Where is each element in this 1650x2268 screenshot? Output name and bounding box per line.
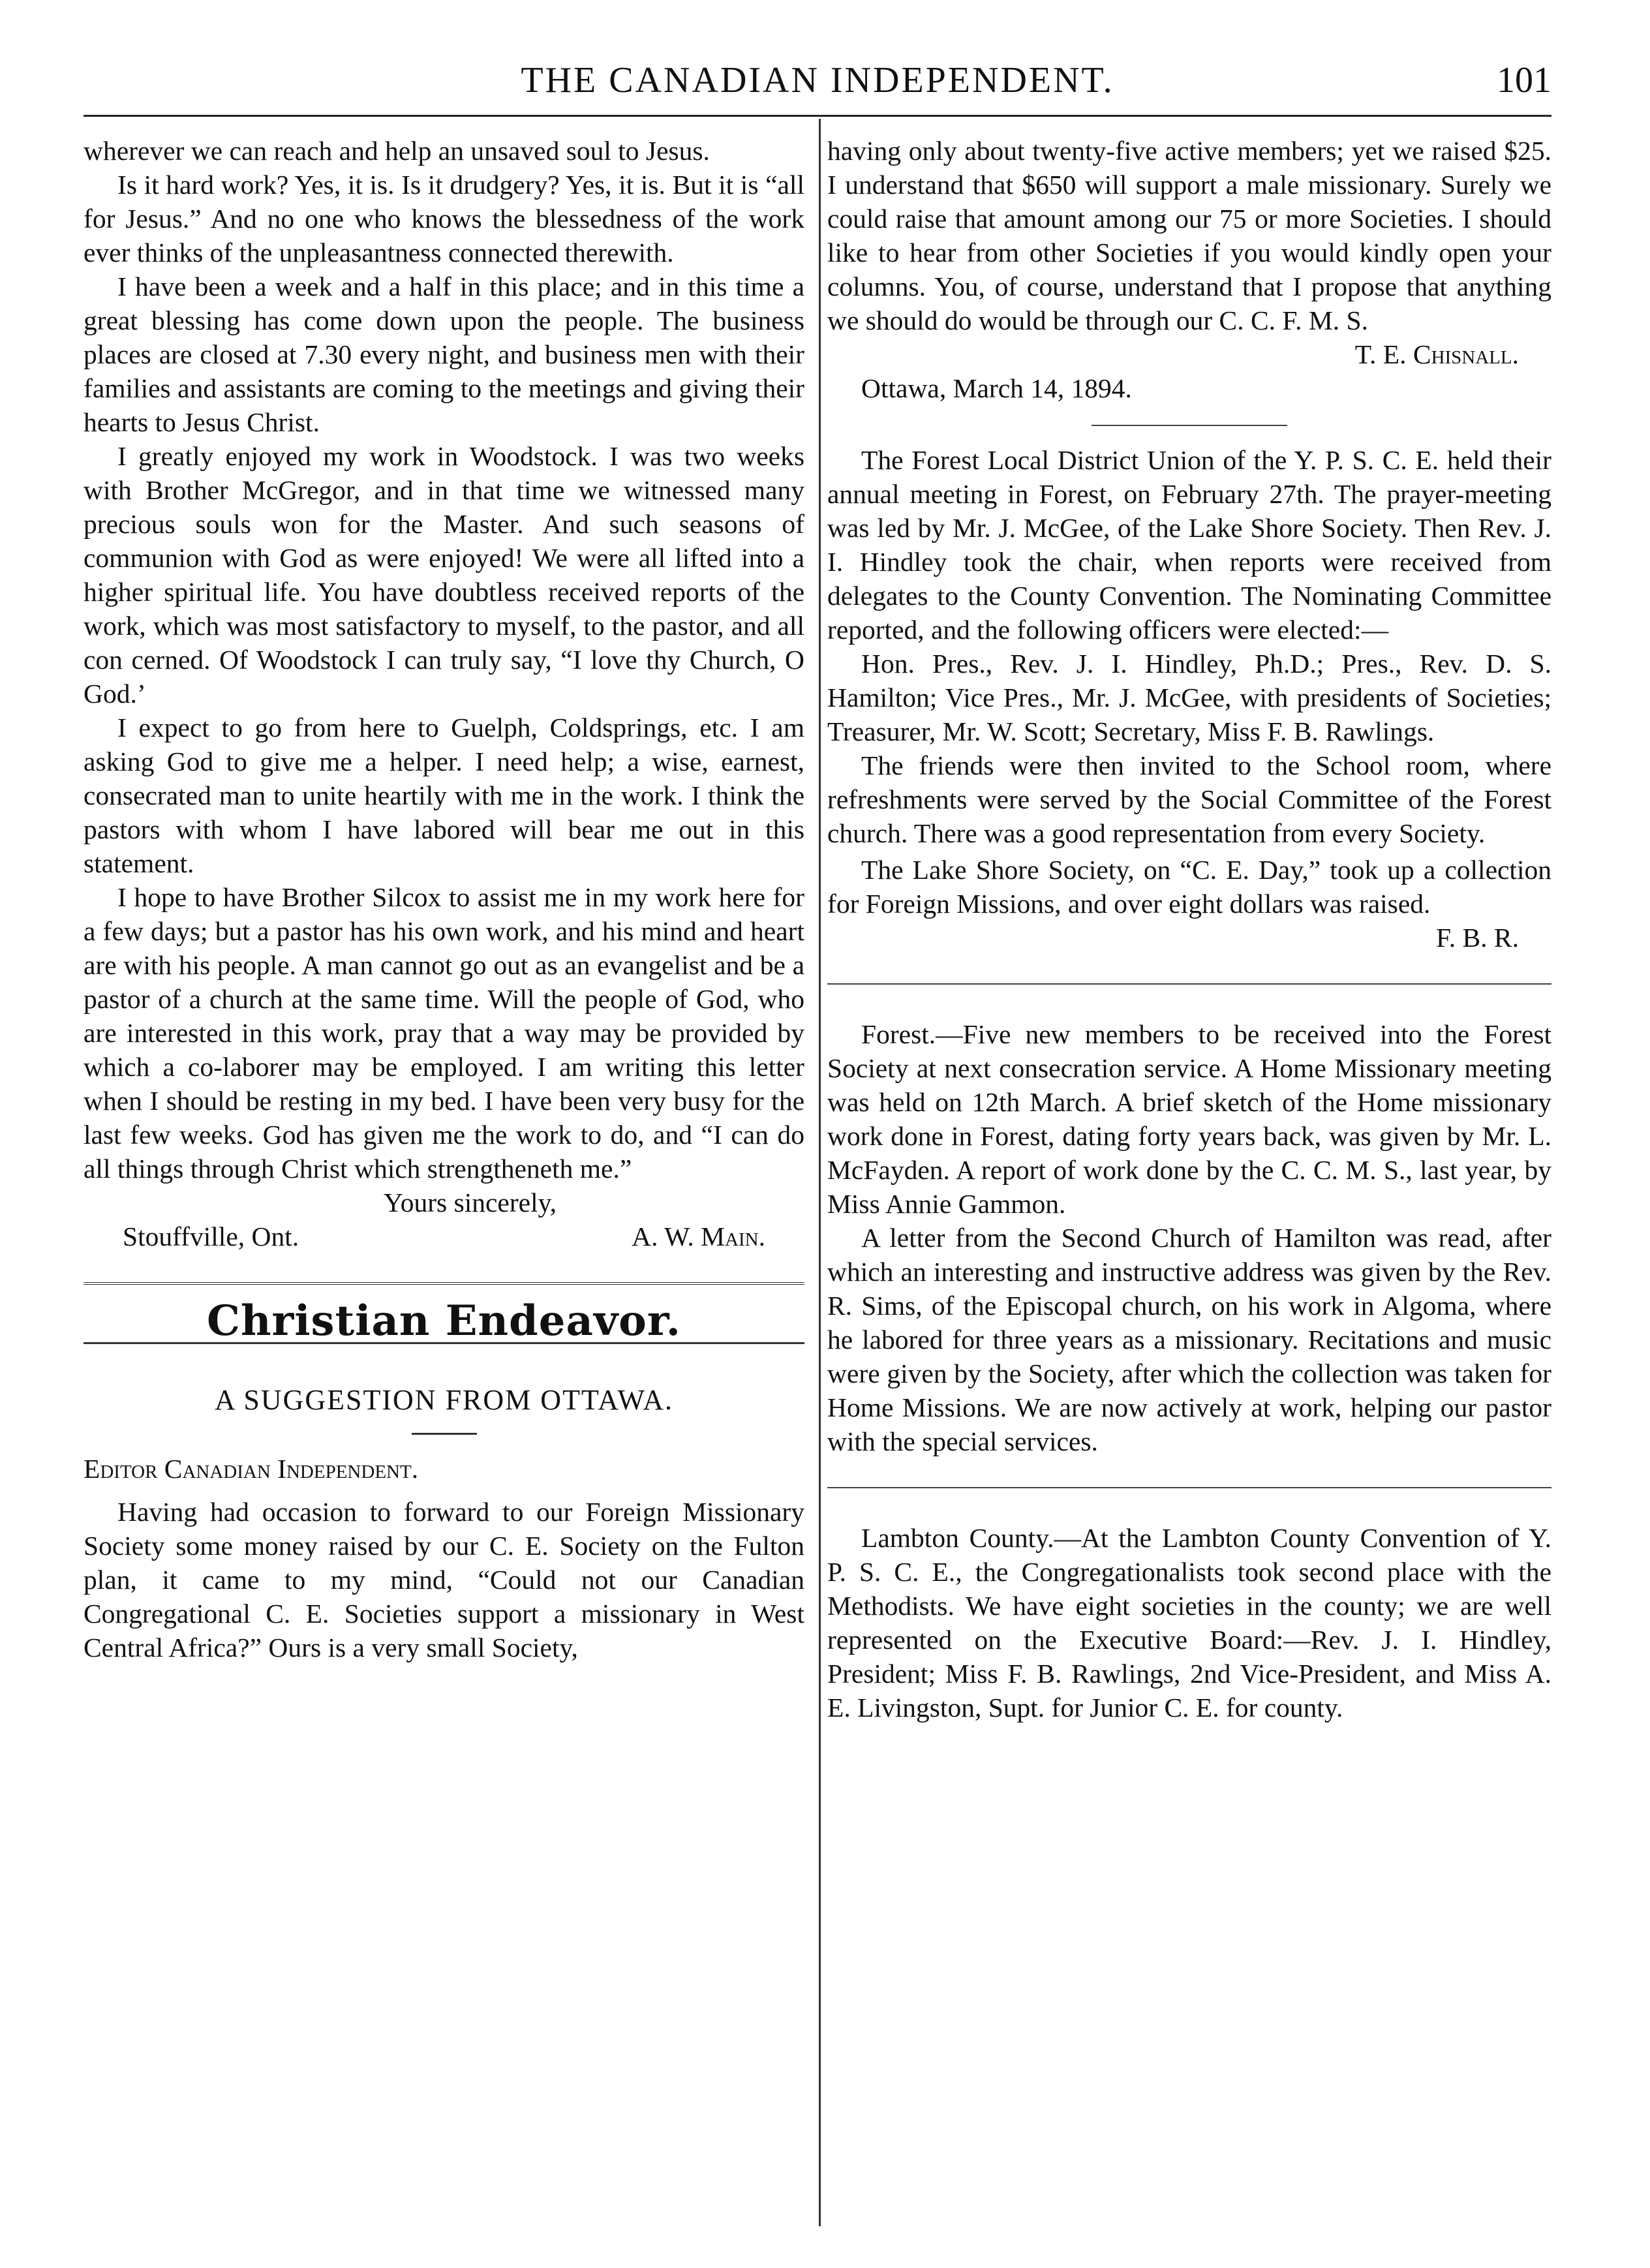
salutation: Editor Canadian Independent.: [84, 1454, 419, 1484]
dateline: Ottawa, March 14, 1894.: [861, 373, 1132, 403]
initials: F. B. R.: [1436, 923, 1519, 953]
paragraph-with-signature: [827, 853, 1551, 921]
right-column: [827, 134, 1551, 1724]
paragraph: The Lake Shore Society, on “C. E. Day,” took up a collection for Foreign Missions, and over eight dollars was raised.: [827, 855, 1551, 919]
article-title: A SUGGESTION FROM OTTAWA.: [215, 1384, 673, 1416]
paragraph: I greatly enjoyed my work in Woodstock. I was two weeks with Brother McGregor, and in that time we witnessed many precious souls won for the Master. And such seasons of communion with God as were enjoyed! We were all lifted into a higher spiritual life. You have doubtless received reports of the work, which was most satisfactory to myself, to the pastor, and all con cerned. Of Woodstock I can truly say, “I love thy Church, O God.’: [84, 441, 804, 709]
paragraph: Hon. Pres., Rev. J. I. Hindley, Ph.D.; Pres., Rev. D. S. Hamilton; Vice Pres., Mr. J. McGee, with presidents of Societies; Treasurer, Mr. W. Scott; Secretary, Miss F. B. Rawlings.: [827, 649, 1551, 746]
publication-title: THE CANADIAN INDEPENDENT.: [521, 60, 1114, 100]
paragraph: A letter from the Second Church of Hamilton was read, after which an interesting and instructive address was given by the Rev. R. Sims, of the Episcopal church, on his work in Algoma, where he labored for three years as a missionary. Recitations and music were given by the Society, after which the collection was taken for Home Missions. We are now actively at work, helping our pastor with the special services.: [827, 1223, 1551, 1456]
paragraph: Is it hard work? Yes, it is. Is it drudgery? Yes, it is. But it is “all for Jesus.” And no one who knows the blessedness of the work ever thinks of the unpleasantness connected therewith.: [84, 170, 804, 268]
paragraph: The Forest Local District Union of the Y. P. S. C. E. held their annual meeting in Forest, on February 27th. The prayer-meeting was led by Mr. J. McGee, of the Lake Shore Society. Then Rev. J. I. Hindley took the chair, when reports were received from delegates to the County Convention. The Nominating Committee reported, and the following officers were elected:—: [827, 445, 1551, 645]
paragraph: The friends were then invited to the School room, where refreshments were served by the Social Committee of the Forest church. There was a good representation from every Society.: [827, 750, 1551, 848]
place: Stouffville, Ont.: [123, 1221, 299, 1251]
header-rule: [84, 115, 1551, 117]
column-divider: [819, 119, 821, 2226]
page-header: [84, 55, 1551, 114]
section-title: Christian Endeavor.: [207, 1296, 681, 1345]
title-rule: [412, 1433, 477, 1435]
section-rule: [84, 1282, 804, 1285]
paragraph: Lambton County.—At the Lambton County Convention of Y. P. S. C. E., the Congregationalists took second place with the Methodists. We have eight societies in the county; we are well represented on the Executive Board:—Rev. J. I. Hindley, President; Miss F. B. Rawlings, 2nd Vice-President, and Miss A. E. Livingston, Supt. for Junior C. E. for county.: [827, 1523, 1551, 1723]
paragraph: Forest.—Five new members to be received into the Forest Society at next consecration service. A Home Missionary meeting was held on 12th March. A brief sketch of the Home missionary work done in Forest, dating forty years back, was given by Mr. L. McFayden. A report of work done by the C. C. M. S., last year, by Miss Annie Gammon.: [827, 1019, 1551, 1219]
separator-rule: [1092, 425, 1287, 426]
signature-line: [84, 1219, 804, 1253]
paragraph: wherever we can reach and help an unsaved soul to Jesus.: [84, 136, 710, 166]
signature: A. W. Main.: [632, 1221, 765, 1251]
paragraph: I hope to have Brother Silcox to assist me in my work here for a few days; but a pastor has his own work, and his mind and heart are with his people. A man cannot go out as an evangelist and be a pastor of a church at the same time. Will the people of God, who are interested in this work, pray that a way may be provided by which a co-laborer may be employed. I am writing this letter when I should be resting in my bed. I have been very busy for the last few weeks. God has given me the work to do, and “I can do all things through Christ which strengtheneth me.”: [84, 882, 804, 1184]
paragraph: having only about twenty-five active members; yet we raised $25. I understand that $650 will support a male missionary. Surely we could raise that amount among our 75 or more Societies. I should like to hear from other Societies if you would kindly open your columns. You, of course, understand that I propose that anything we should do would be through our C. C. F. M. S.: [827, 136, 1551, 335]
paragraph: I expect to go from here to Guelph, Coldsprings, etc. I am asking God to give me a helper. I need help; a wise, earnest, consecrated man to unite heartily with me in the work. I think the pastors with whom I have labored will bear me out in this statement.: [84, 713, 804, 878]
signature: T. E. Chisnall.: [1354, 339, 1519, 369]
separator-rule: [827, 1487, 1551, 1488]
valediction: Yours sincerely,: [383, 1188, 557, 1218]
separator-rule: [827, 983, 1551, 985]
paragraph: I have been a week and a half in this place; and in this time a great blessing has come down upon the people. The business places are closed at 7.30 every night, and business men with their families and assistants are coming to the meetings and giving their hearts to Jesus Christ.: [84, 271, 804, 437]
paragraph: Having had occasion to forward to our Foreign Missionary Society some money raised by our C. E. Society on the Fulton plan, it came to my mind, “Could not our Canadian Congregational C. E. Societies support a missionary in West Central Africa?” Ours is a very small Society,: [84, 1497, 804, 1663]
left-column: [84, 134, 804, 1664]
page-number: 101: [1497, 60, 1551, 100]
